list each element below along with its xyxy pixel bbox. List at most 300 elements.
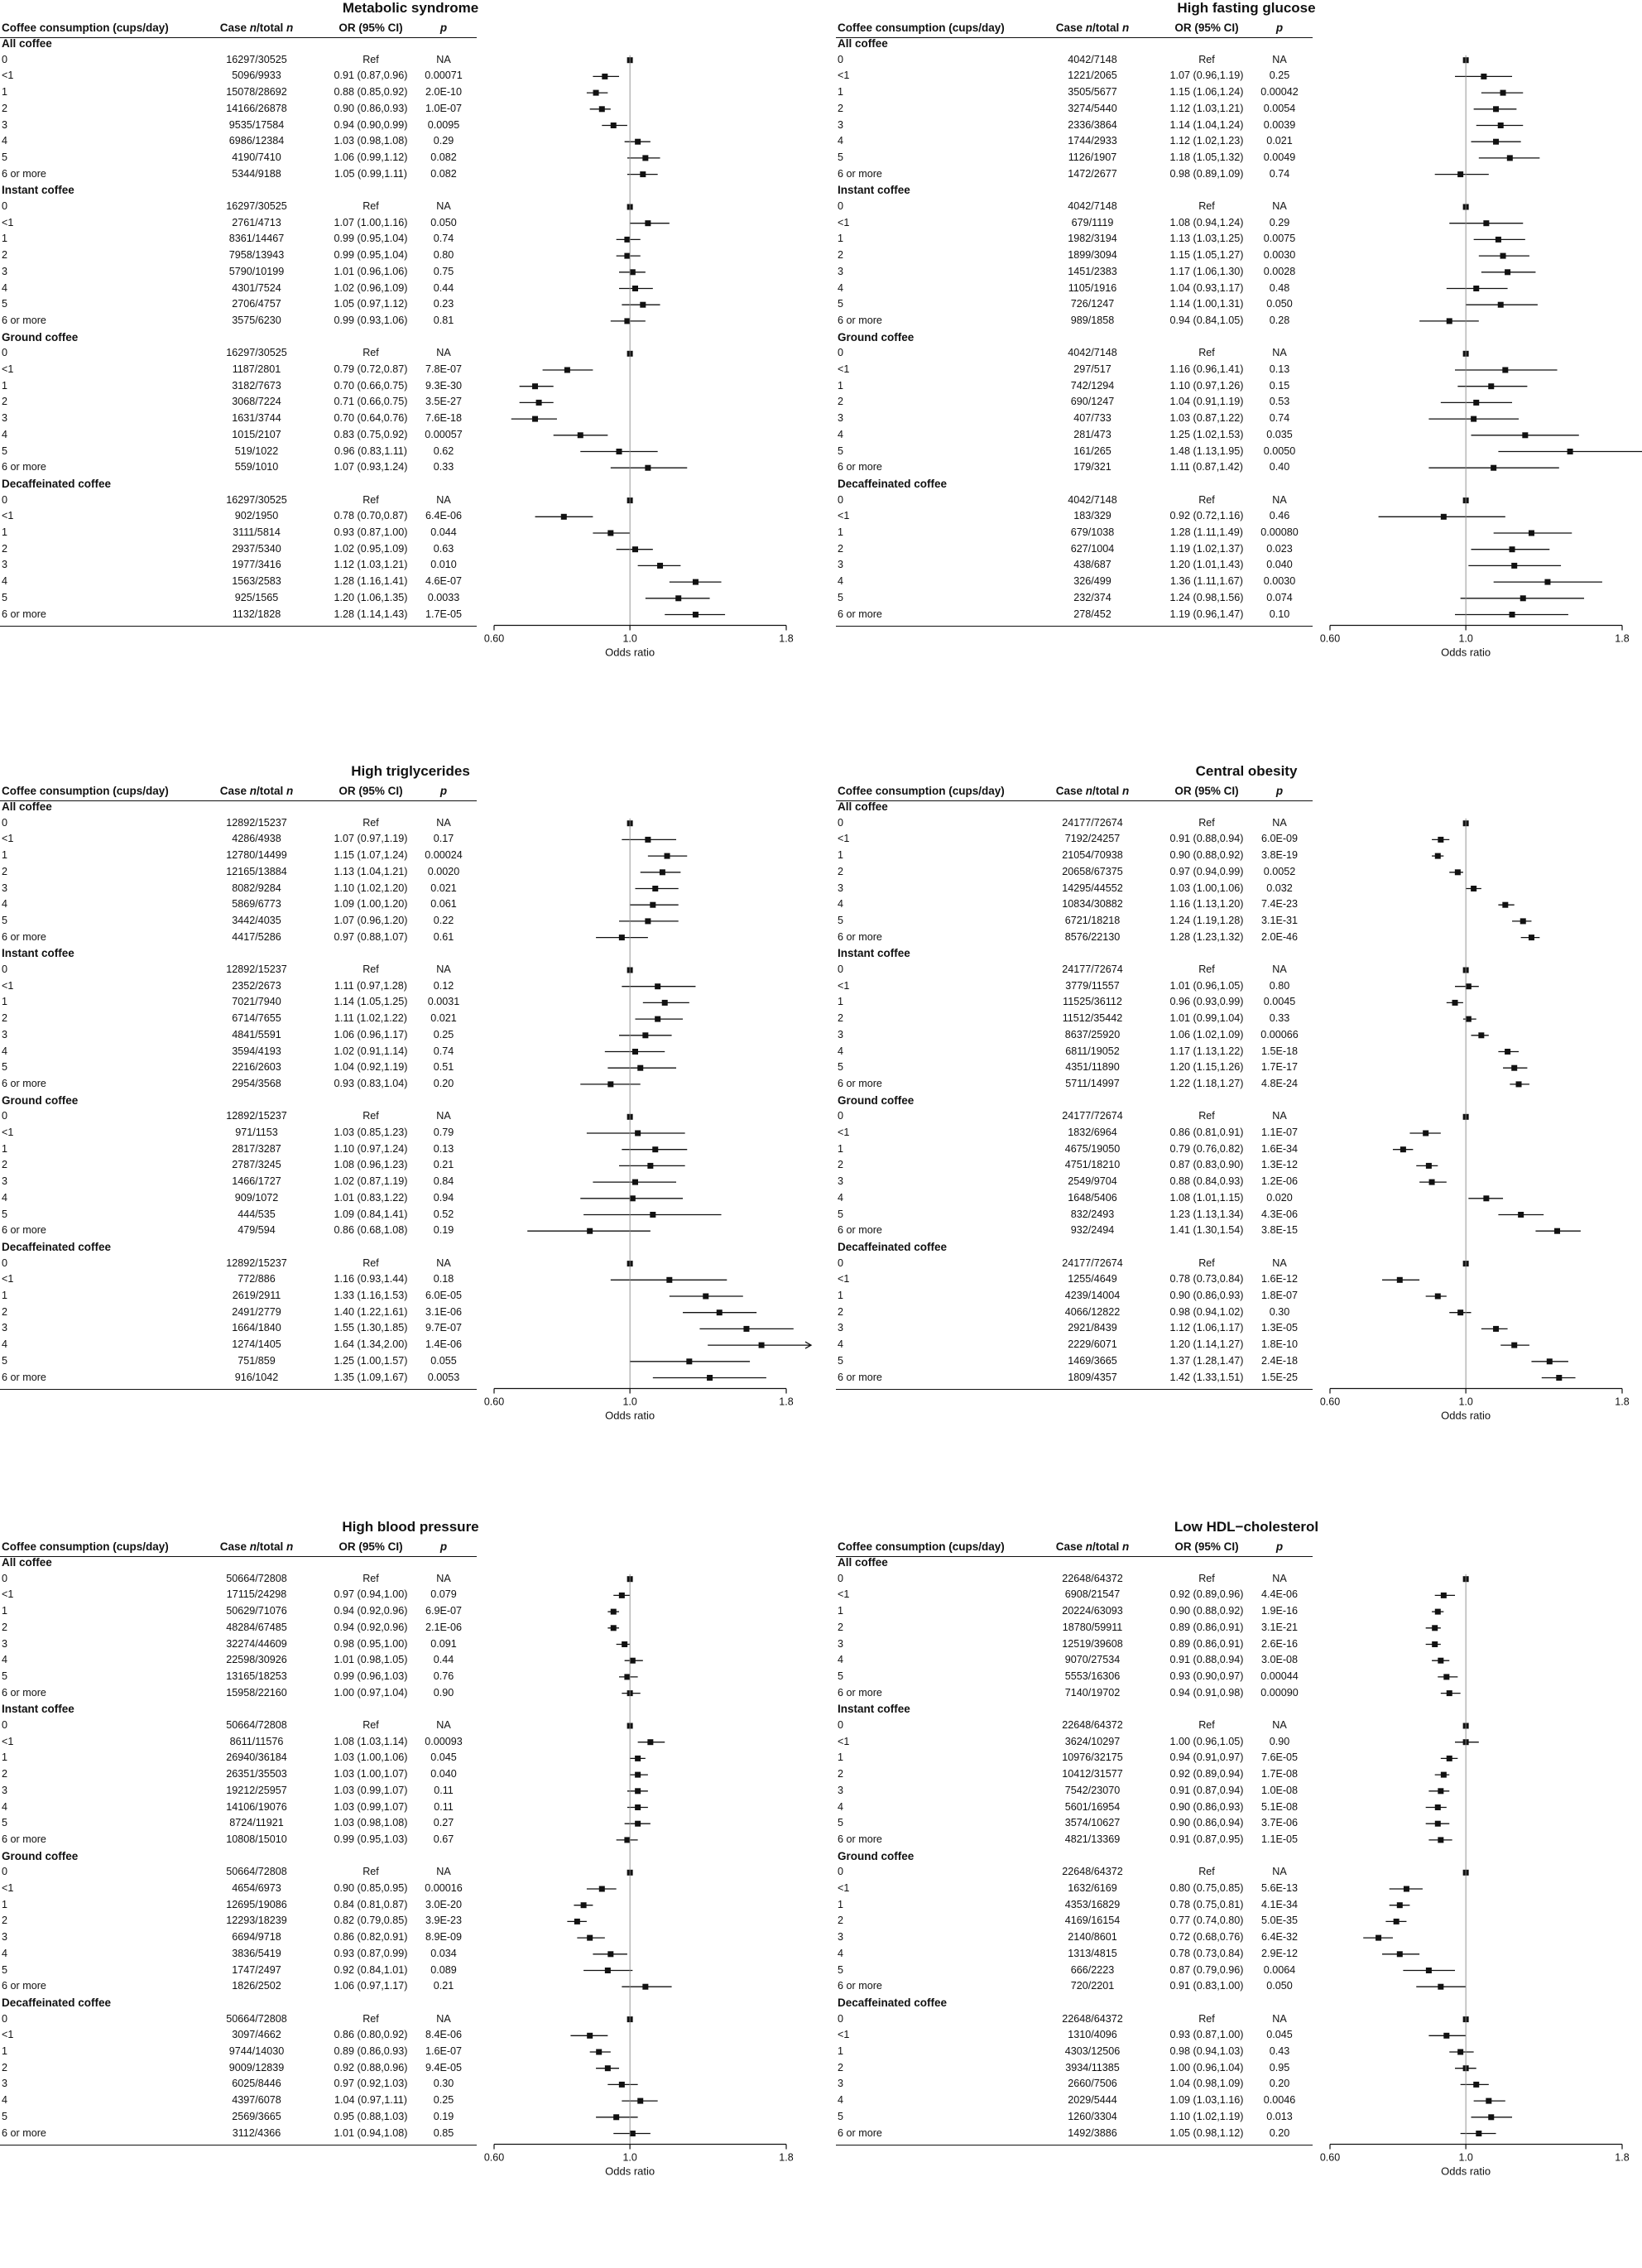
row-or: 1.05 (0.98,1.12) xyxy=(1169,2126,1244,2139)
or-point xyxy=(1473,286,1479,291)
row-or: 1.15 (1.07,1.24) xyxy=(334,849,408,862)
row-or: 1.15 (1.06,1.24) xyxy=(1169,86,1244,99)
row-label: <1 xyxy=(838,979,850,992)
row-label: 5 xyxy=(838,1354,844,1367)
or-point xyxy=(635,1821,641,1827)
or-point xyxy=(645,918,651,924)
row-cases: 4353/16829 xyxy=(1064,1898,1121,1910)
row-or: Ref xyxy=(1198,2012,1215,2025)
row-cases: 4042/7148 xyxy=(1068,200,1117,212)
header-consumption: Coffee consumption (cups/day) xyxy=(2,22,169,34)
row-cases: 2954/3568 xyxy=(232,1077,281,1089)
header-p xyxy=(1276,785,1283,797)
x-tick-label: 0.60 xyxy=(1319,2151,1341,2164)
row-or: 1.03 (1.00,1.06) xyxy=(334,1751,408,1764)
or-point xyxy=(1505,1049,1510,1055)
row-or: 0.86 (0.81,0.91) xyxy=(1169,1127,1244,1138)
row-or: 0.90 (0.86,0.94) xyxy=(1169,1817,1244,1829)
row-or: 0.97 (0.94,0.99) xyxy=(1169,865,1244,877)
row-label: 6 or more xyxy=(2,167,46,180)
or-point xyxy=(1500,90,1506,96)
or-point xyxy=(1471,416,1476,422)
or-point xyxy=(693,612,699,617)
row-or: 1.04 (0.98,1.09) xyxy=(1169,2078,1244,2090)
or-point xyxy=(1438,1788,1443,1794)
or-point xyxy=(1476,2131,1481,2136)
header-or: OR (95% CI) xyxy=(338,785,403,797)
row-cases: 12892/15237 xyxy=(226,963,287,975)
row-p: 0.11 xyxy=(434,1784,454,1796)
row-or: Ref xyxy=(362,493,379,506)
row-cases: 1982/3194 xyxy=(1068,233,1117,245)
row-cases: 1310/4096 xyxy=(1068,2029,1117,2041)
row-label: 0 xyxy=(838,963,844,975)
or-point xyxy=(1483,1195,1489,1201)
or-point xyxy=(1510,546,1515,552)
row-label: 4 xyxy=(2,1338,8,1351)
or-point xyxy=(611,1625,617,1631)
row-or: 0.92 (0.89,0.94) xyxy=(1169,1768,1244,1780)
row-cases: 8611/11576 xyxy=(229,1735,284,1747)
row-label: 2 xyxy=(2,249,8,262)
panel-title: Low HDL−cholesterol xyxy=(1174,1519,1319,1535)
or-point xyxy=(1520,918,1526,924)
group-heading: Decaffeinated coffee xyxy=(838,477,948,490)
row-label: 5 xyxy=(2,1963,8,1976)
row-label: 1 xyxy=(838,1898,844,1910)
row-cases: 1126/1907 xyxy=(1068,151,1117,163)
row-p: 8.9E-09 xyxy=(425,1931,463,1944)
or-point xyxy=(707,1375,713,1381)
or-point xyxy=(650,1212,655,1218)
or-point xyxy=(1529,935,1534,940)
row-label: <1 xyxy=(838,1273,850,1285)
row-p: 1.6E-12 xyxy=(1260,1273,1299,1285)
row-p: 0.21 xyxy=(433,1159,454,1171)
row-p: 0.23 xyxy=(433,298,454,310)
row-label: 0 xyxy=(2,1572,8,1584)
row-label: 0 xyxy=(838,53,844,65)
row-label: <1 xyxy=(2,833,14,845)
or-point xyxy=(642,1032,648,1038)
forest-panel xyxy=(836,0,1642,749)
row-or: 1.37 (1.28,1.47) xyxy=(1169,1354,1244,1367)
row-or: 0.86 (0.80,0.92) xyxy=(334,2029,408,2041)
row-cases: 5711/14997 xyxy=(1065,1077,1120,1089)
or-point xyxy=(635,1788,641,1794)
row-cases: 4042/7148 xyxy=(1068,493,1117,506)
row-label: 5 xyxy=(2,298,8,310)
row-label: 4 xyxy=(838,575,844,588)
row-cases: 4169/16154 xyxy=(1064,1915,1121,1927)
row-cases: 9070/27534 xyxy=(1064,1654,1121,1666)
row-or: 1.07 (0.96,1.20) xyxy=(334,914,408,926)
row-p: 2.0E-46 xyxy=(1260,930,1299,943)
row-label: 3 xyxy=(838,265,844,277)
row-p: 0.0049 xyxy=(1263,151,1296,163)
row-p: 0.0030 xyxy=(1263,249,1296,262)
row-cases: 32274/44609 xyxy=(226,1637,287,1650)
or-point xyxy=(587,2033,593,2039)
row-label: 2 xyxy=(838,1768,844,1780)
or-point xyxy=(532,416,538,422)
row-p: 9.3E-30 xyxy=(425,379,463,392)
row-p: 0.79 xyxy=(433,1127,454,1138)
row-label: 5 xyxy=(838,1963,844,1976)
row-p: 1.7E-05 xyxy=(425,608,463,620)
row-label: 0 xyxy=(2,963,8,975)
row-p: 0.045 xyxy=(1266,2029,1293,2041)
row-p: 0.81 xyxy=(433,314,454,326)
row-or: 0.99 (0.96,1.03) xyxy=(334,1670,408,1682)
header-consumption: Coffee consumption (cups/day) xyxy=(2,785,169,797)
row-cases: 4397/6078 xyxy=(232,2094,281,2107)
row-or: 0.70 (0.64,0.76) xyxy=(334,412,408,425)
or-point xyxy=(657,563,663,569)
or-point xyxy=(630,1195,636,1201)
group-heading: Instant coffee xyxy=(838,1703,910,1716)
row-p: 0.0030 xyxy=(1263,575,1296,588)
or-point xyxy=(1556,1375,1562,1381)
or-point xyxy=(1520,595,1526,601)
row-or: 1.03 (0.99,1.07) xyxy=(334,1784,408,1796)
header-case-total xyxy=(220,785,294,797)
row-label: 2 xyxy=(2,2061,8,2073)
row-cases: 24177/72674 xyxy=(1062,816,1123,829)
row-or: 0.97 (0.94,1.00) xyxy=(334,1588,408,1601)
row-label: 4 xyxy=(838,898,844,911)
row-p: 0.43 xyxy=(1269,2045,1290,2057)
row-label: 5 xyxy=(2,444,8,457)
row-p: 0.00066 xyxy=(1260,1028,1299,1040)
row-label: 1 xyxy=(838,86,844,99)
row-p: 0.76 xyxy=(433,1670,454,1682)
or-point xyxy=(1397,1277,1403,1283)
row-cases: 519/1022 xyxy=(234,444,279,457)
row-or: 1.02 (0.95,1.09) xyxy=(334,542,408,555)
row-or: 0.94 (0.90,0.99) xyxy=(334,118,408,131)
row-p: 3.8E-15 xyxy=(1260,1224,1299,1237)
or-point xyxy=(611,1609,617,1615)
or-point xyxy=(617,449,622,454)
row-or: 1.28 (1.23,1.32) xyxy=(1169,930,1244,943)
row-p: NA xyxy=(436,1719,451,1731)
or-point xyxy=(607,531,613,536)
row-cases: 8361/14467 xyxy=(228,233,285,245)
or-point xyxy=(632,1180,638,1185)
row-label: <1 xyxy=(2,1273,14,1285)
row-label: 3 xyxy=(2,559,8,571)
row-label: 0 xyxy=(838,1572,844,1584)
or-point xyxy=(1457,2049,1463,2055)
or-point xyxy=(642,155,648,161)
group-heading: Instant coffee xyxy=(2,184,74,197)
row-label: 0 xyxy=(2,1719,8,1731)
row-or: 1.06 (0.99,1.12) xyxy=(334,151,408,163)
or-point xyxy=(624,1837,630,1843)
row-p: 0.63 xyxy=(433,542,454,555)
row-label: 3 xyxy=(838,1322,844,1334)
row-or: Ref xyxy=(1198,200,1215,212)
row-label: 2 xyxy=(838,249,844,262)
row-or: 0.94 (0.84,1.05) xyxy=(1169,314,1244,326)
row-p: 0.48 xyxy=(1269,281,1290,294)
row-or: 1.03 (1.00,1.07) xyxy=(334,1768,408,1780)
row-or: 1.10 (0.97,1.24) xyxy=(334,1142,408,1155)
header-total-italic: n xyxy=(1122,22,1130,34)
row-cases: 3934/11385 xyxy=(1065,2061,1120,2073)
or-point xyxy=(1438,837,1443,843)
row-p: 0.13 xyxy=(1269,363,1290,375)
row-label: 5 xyxy=(2,1354,8,1367)
row-label: 5 xyxy=(838,1817,844,1829)
row-p: 0.28 xyxy=(1269,314,1290,326)
row-label: 3 xyxy=(2,1784,8,1796)
row-cases: 932/2494 xyxy=(1070,1224,1115,1237)
row-p: 3.8E-19 xyxy=(1260,849,1299,862)
header-p-italic: p xyxy=(1275,785,1284,797)
or-point xyxy=(1483,220,1489,226)
row-p: 0.15 xyxy=(1269,379,1290,392)
row-cases: 4751/18210 xyxy=(1064,1159,1121,1171)
row-label: 3 xyxy=(838,412,844,425)
row-cases: 971/1153 xyxy=(235,1127,278,1138)
row-label: 4 xyxy=(838,1338,844,1351)
or-point xyxy=(632,286,638,291)
row-cases: 7192/24257 xyxy=(1064,833,1121,845)
row-or: 0.93 (0.87,0.99) xyxy=(334,1947,408,1959)
row-or: 0.92 (0.88,0.96) xyxy=(334,2061,408,2073)
header-rule xyxy=(836,800,1313,801)
forest-plot-area xyxy=(1316,1519,1640,2268)
row-p: 9.4E-05 xyxy=(425,2061,463,2073)
row-or: 1.17 (1.06,1.30) xyxy=(1169,265,1244,277)
row-p: 1.8E-07 xyxy=(1260,1290,1299,1301)
forest-plot-area xyxy=(480,763,804,1512)
group-heading: Instant coffee xyxy=(2,1703,74,1716)
row-p: 0.00090 xyxy=(1260,1686,1299,1699)
row-p: 0.023 xyxy=(1266,542,1293,555)
or-point xyxy=(1443,1674,1449,1679)
row-p: 0.00071 xyxy=(425,70,463,82)
header-p-italic: p xyxy=(1275,1540,1284,1553)
or-point xyxy=(1511,1343,1517,1348)
row-p: NA xyxy=(1272,963,1287,975)
row-cases: 9744/14030 xyxy=(228,2045,285,2057)
row-cases: 5601/16954 xyxy=(1064,1800,1121,1813)
x-tick-label: 1.8 xyxy=(1615,632,1630,645)
row-or: 1.10 (1.02,1.20) xyxy=(334,882,408,894)
row-label: 1 xyxy=(838,526,844,538)
row-cases: 1899/3094 xyxy=(1068,249,1117,262)
row-cases: 278/452 xyxy=(1073,608,1111,620)
or-point xyxy=(596,2049,602,2055)
row-label: 0 xyxy=(2,2012,8,2025)
row-or: 1.07 (0.97,1.19) xyxy=(334,833,408,845)
row-cases: 7958/13943 xyxy=(228,249,285,262)
row-p: 0.040 xyxy=(1266,559,1293,571)
panel-title: Metabolic syndrome xyxy=(342,0,479,16)
row-label: 5 xyxy=(2,1817,8,1829)
header-consumption: Coffee consumption (cups/day) xyxy=(838,1540,1005,1553)
or-point xyxy=(632,546,638,552)
row-or: 1.24 (0.98,1.56) xyxy=(1169,591,1244,603)
row-label: 4 xyxy=(2,1654,8,1666)
or-point xyxy=(647,1163,653,1169)
row-or: 1.08 (0.94,1.24) xyxy=(1169,216,1244,228)
or-point xyxy=(1457,1309,1463,1315)
row-cases: 22648/64372 xyxy=(1062,1719,1123,1731)
or-point xyxy=(759,1343,765,1348)
or-point xyxy=(578,432,583,438)
row-p: 7.8E-07 xyxy=(425,363,463,375)
row-p: NA xyxy=(436,493,451,506)
row-label: <1 xyxy=(838,1882,850,1894)
row-cases: 679/1119 xyxy=(1071,216,1114,228)
row-p: 2.1E-06 xyxy=(425,1621,463,1633)
or-point xyxy=(1429,1180,1435,1185)
row-p: 4.6E-07 xyxy=(425,575,463,588)
row-or: 1.04 (0.92,1.19) xyxy=(334,1061,408,1074)
row-p: 9.7E-07 xyxy=(425,1322,463,1334)
row-label: 5 xyxy=(2,1061,8,1074)
row-or: 1.28 (1.16,1.41) xyxy=(334,575,408,588)
header-total-text: /total xyxy=(257,785,287,797)
forest-panel xyxy=(0,763,821,1512)
row-or: 1.01 (0.99,1.04) xyxy=(1169,1012,1244,1025)
group-heading: Decaffeinated coffee xyxy=(2,1240,112,1253)
row-or: 0.91 (0.88,0.94) xyxy=(1169,833,1244,845)
row-cases: 3574/10627 xyxy=(1064,1817,1121,1829)
or-point xyxy=(637,1065,643,1071)
row-label: 4 xyxy=(2,1191,8,1204)
row-p: 0.75 xyxy=(433,265,454,277)
or-point xyxy=(635,1756,641,1761)
row-cases: 742/1294 xyxy=(1070,379,1115,392)
row-p: 0.0095 xyxy=(427,118,460,131)
row-p: 0.18 xyxy=(433,1273,454,1285)
row-label: 3 xyxy=(2,1028,8,1040)
row-cases: 1664/1840 xyxy=(232,1322,281,1334)
header-rule xyxy=(0,37,477,38)
row-or: 1.25 (1.02,1.53) xyxy=(1169,428,1244,440)
row-or: 1.08 (1.03,1.14) xyxy=(334,1735,408,1747)
row-or: 1.20 (1.15,1.26) xyxy=(1169,1061,1244,1074)
or-point xyxy=(662,1000,668,1006)
or-point xyxy=(1435,1804,1441,1810)
row-cases: 1747/2497 xyxy=(232,1963,281,1976)
row-or: 0.90 (0.88,0.92) xyxy=(1169,849,1244,862)
or-point xyxy=(630,1658,636,1664)
row-p: 0.020 xyxy=(1266,1191,1293,1204)
row-or: Ref xyxy=(362,963,379,975)
row-or: 0.90 (0.86,0.93) xyxy=(1169,1800,1244,1813)
row-or: Ref xyxy=(362,1719,379,1731)
table-bottom-rule xyxy=(836,626,1313,627)
row-label: 0 xyxy=(2,347,8,359)
row-label: 0 xyxy=(838,200,844,212)
row-p: 0.74 xyxy=(433,1045,454,1057)
row-or: 1.41 (1.30,1.54) xyxy=(1169,1224,1244,1237)
row-p: 0.80 xyxy=(433,249,454,262)
or-point xyxy=(1426,1968,1432,1973)
forest-plot-area xyxy=(1316,763,1640,1512)
row-or: 0.93 (0.87,1.00) xyxy=(1169,2029,1244,2041)
row-p: 0.0064 xyxy=(1263,1963,1296,1976)
row-label: 4 xyxy=(2,1800,8,1813)
row-p: 1.0E-07 xyxy=(425,102,463,114)
header-rule xyxy=(836,1556,1313,1557)
row-cases: 7542/23070 xyxy=(1064,1784,1121,1796)
row-p: NA xyxy=(436,963,451,975)
row-cases: 161/265 xyxy=(1073,444,1111,457)
row-or: 0.94 (0.91,0.98) xyxy=(1169,1686,1244,1699)
row-p: 0.0039 xyxy=(1263,118,1296,131)
row-or: Ref xyxy=(362,53,379,65)
row-or: Ref xyxy=(362,2012,379,2025)
header-consumption: Coffee consumption (cups/day) xyxy=(838,22,1005,34)
row-or: 1.08 (0.96,1.23) xyxy=(334,1159,408,1171)
row-p: 0.040 xyxy=(430,1768,457,1780)
group-heading: All coffee xyxy=(838,800,888,813)
row-cases: 12892/15237 xyxy=(226,1257,287,1269)
forest-plot-area xyxy=(480,1519,804,2268)
row-cases: 916/1042 xyxy=(234,1371,279,1383)
row-p: 0.90 xyxy=(1269,1735,1290,1747)
row-or: 0.70 (0.66,0.75) xyxy=(334,379,408,392)
or-point xyxy=(1491,465,1496,471)
row-label: 4 xyxy=(838,281,844,294)
or-point xyxy=(743,1326,749,1332)
or-point xyxy=(1511,1065,1517,1071)
or-point xyxy=(1441,1593,1447,1598)
row-label: 2 xyxy=(838,2061,844,2073)
row-label: <1 xyxy=(838,1735,850,1747)
row-label: 5 xyxy=(2,591,8,603)
row-label: 0 xyxy=(838,493,844,506)
row-cases: 3068/7224 xyxy=(232,396,281,408)
or-point xyxy=(599,1886,605,1892)
row-cases: 2140/8601 xyxy=(1068,1931,1117,1944)
row-or: 1.11 (1.02,1.22) xyxy=(334,1012,407,1025)
row-or: 1.22 (1.18,1.27) xyxy=(1169,1077,1244,1089)
or-point xyxy=(675,595,681,601)
or-point xyxy=(640,302,646,308)
or-point xyxy=(1435,1609,1441,1615)
row-or: Ref xyxy=(1198,1257,1215,1269)
row-or: 1.15 (1.05,1.27) xyxy=(1169,249,1244,262)
row-label: 3 xyxy=(2,118,8,131)
header-case-text: Case xyxy=(1055,22,1086,34)
x-tick-label: 0.60 xyxy=(483,632,505,645)
row-label: 3 xyxy=(838,559,844,571)
row-or: Ref xyxy=(362,816,379,829)
row-or: 0.91 (0.87,0.94) xyxy=(1169,1784,1244,1796)
row-or: 1.16 (1.13,1.20) xyxy=(1169,898,1244,911)
row-cases: 16297/30525 xyxy=(226,493,287,506)
row-label: 5 xyxy=(838,1208,844,1220)
row-or: 0.92 (0.72,1.16) xyxy=(1169,510,1244,522)
row-cases: 16297/30525 xyxy=(226,200,287,212)
header-case-italic: n xyxy=(1085,22,1093,34)
row-or: 0.94 (0.92,0.96) xyxy=(334,1621,408,1633)
row-or: 1.01 (0.94,1.08) xyxy=(334,2126,408,2139)
row-or: 1.20 (1.14,1.27) xyxy=(1169,1338,1244,1351)
row-or: 1.09 (1.00,1.20) xyxy=(334,898,408,911)
row-or: Ref xyxy=(1198,493,1215,506)
row-cases: 2706/4757 xyxy=(232,298,281,310)
row-or: 1.06 (0.96,1.17) xyxy=(334,1028,408,1040)
